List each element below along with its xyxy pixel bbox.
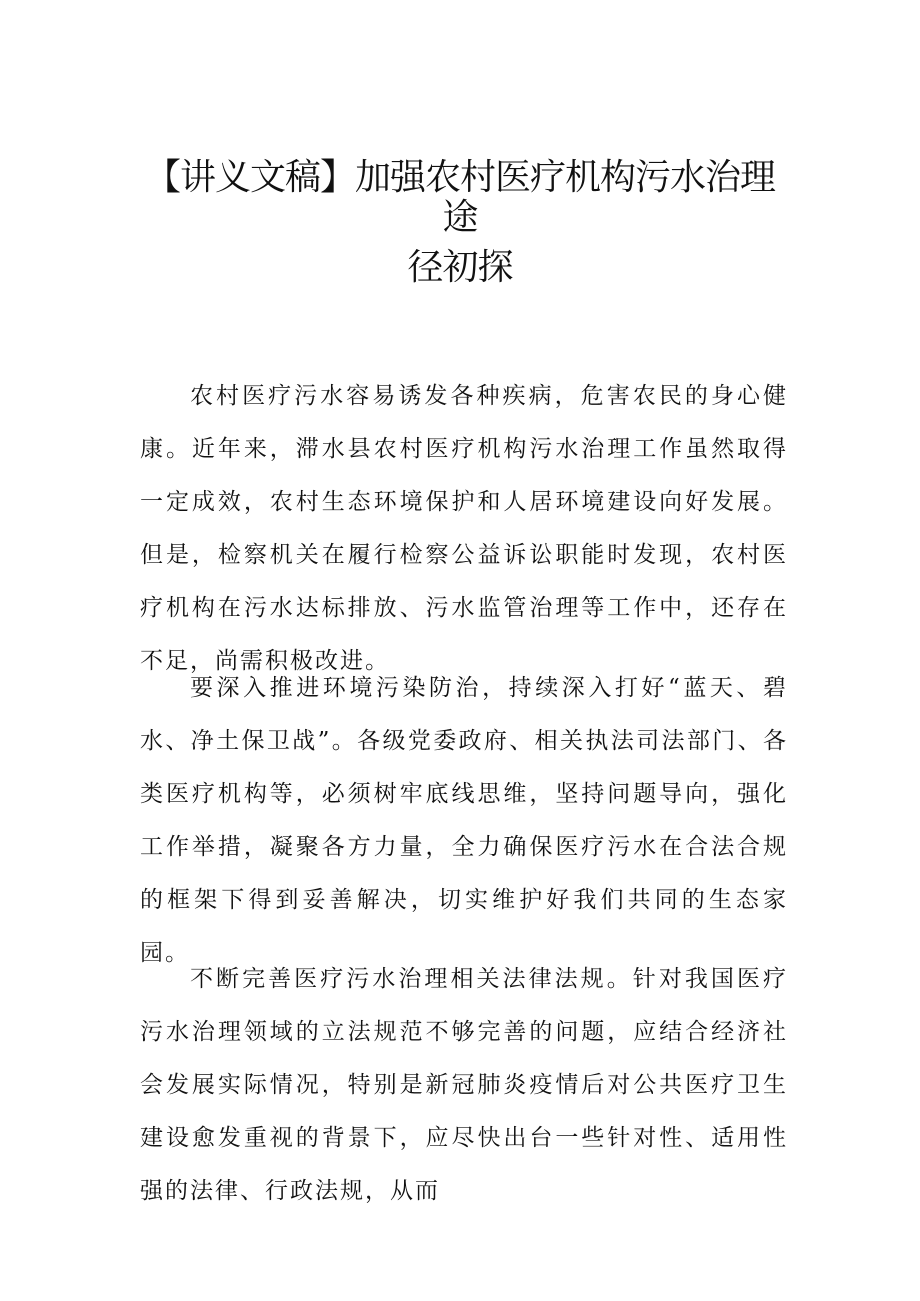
paragraph-2: 要深入推进环境污染防治，持续深入打好“蓝天、碧水、净土保卫战”。各级党委政府、相关执法司法部门、各类医疗机构等，必须树牢底线思维，坚持问题导向，强化工作举措，凝聚各方力量，全力确保医疗污水在合法合规的框架下得到妥善解决，切实维护好我们共同的生态家园。 xyxy=(140,675,788,966)
document-title-line-1: 【讲义文稿】加强农村医疗机构污水治理途 xyxy=(144,157,775,238)
document-title-line-2: 径初探 xyxy=(407,247,513,288)
paragraph-3: 不断完善医疗污水治理相关法律法规。针对我国医疗污水治理领域的立法规范不够完善的问题，应结合经济社会发展实际情况，特别是新冠肺炎疫情后对公共医疗卫生建设愈发重视的背景下，应尽快出台一些针对性、适用性强的法律、行政法规，从而 xyxy=(140,966,788,1204)
paragraph-1: 农村医疗污水容易诱发各种疾病，危害农民的身心健康。近年来，滞水县农村医疗机构污水治理工作虽然取得一定成效，农村生态环境保护和人居环境建设向好发展。但是，检察机关在履行检察公益诉讼职能时发现，农村医疗机构在污水达标排放、污水监管治理等工作中，还存在不足，尚需积极改进。 xyxy=(140,383,788,674)
